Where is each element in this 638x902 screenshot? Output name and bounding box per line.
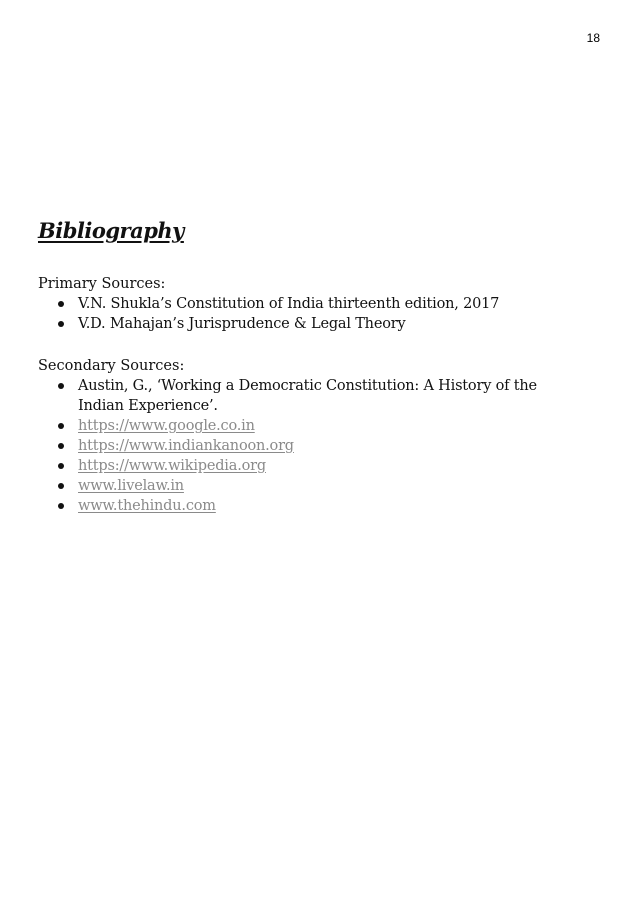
list-item — [38, 496, 578, 516]
secondary-sources-label: Secondary Sources: — [38, 358, 185, 374]
link-thehindu[interactable]: www.thehindu.com — [78, 498, 216, 514]
bullet-icon — [58, 443, 64, 449]
page-number: 18 — [586, 31, 600, 45]
page-title: Bibliography — [38, 218, 184, 243]
bibliography-section — [38, 217, 578, 516]
link-livelaw[interactable]: www.livelaw.in — [78, 478, 184, 494]
bullet-icon — [58, 383, 64, 389]
bullet-icon — [58, 321, 64, 327]
bullet-icon — [58, 423, 64, 429]
list-item-text: Austin, G., ‘Working a Democratic Constitution: A History of the Indian Experience’. — [78, 378, 537, 414]
bullet-icon — [58, 483, 64, 489]
link-wikipedia[interactable]: https://www.wikipedia.org — [78, 458, 266, 474]
list-item — [38, 436, 578, 456]
list-item — [38, 456, 578, 476]
bullet-icon — [58, 503, 64, 509]
link-google[interactable]: https://www.google.co.in — [78, 418, 255, 434]
bullet-icon — [58, 301, 64, 307]
primary-sources-list — [38, 294, 578, 334]
list-item — [38, 416, 578, 436]
primary-sources-label: Primary Sources: — [38, 276, 166, 292]
secondary-sources-list — [38, 376, 578, 516]
list-item — [38, 294, 578, 314]
list-item — [38, 376, 578, 416]
link-indiankanoon[interactable]: https://www.indiankanoon.org — [78, 438, 294, 454]
bullet-icon — [58, 463, 64, 469]
list-item-text: V.D. Mahajan’s Jurisprudence & Legal Theory — [78, 316, 406, 332]
list-item-text: V.N. Shukla’s Constitution of India thirteenth edition, 2017 — [78, 296, 500, 312]
list-item — [38, 476, 578, 496]
list-item — [38, 314, 578, 334]
